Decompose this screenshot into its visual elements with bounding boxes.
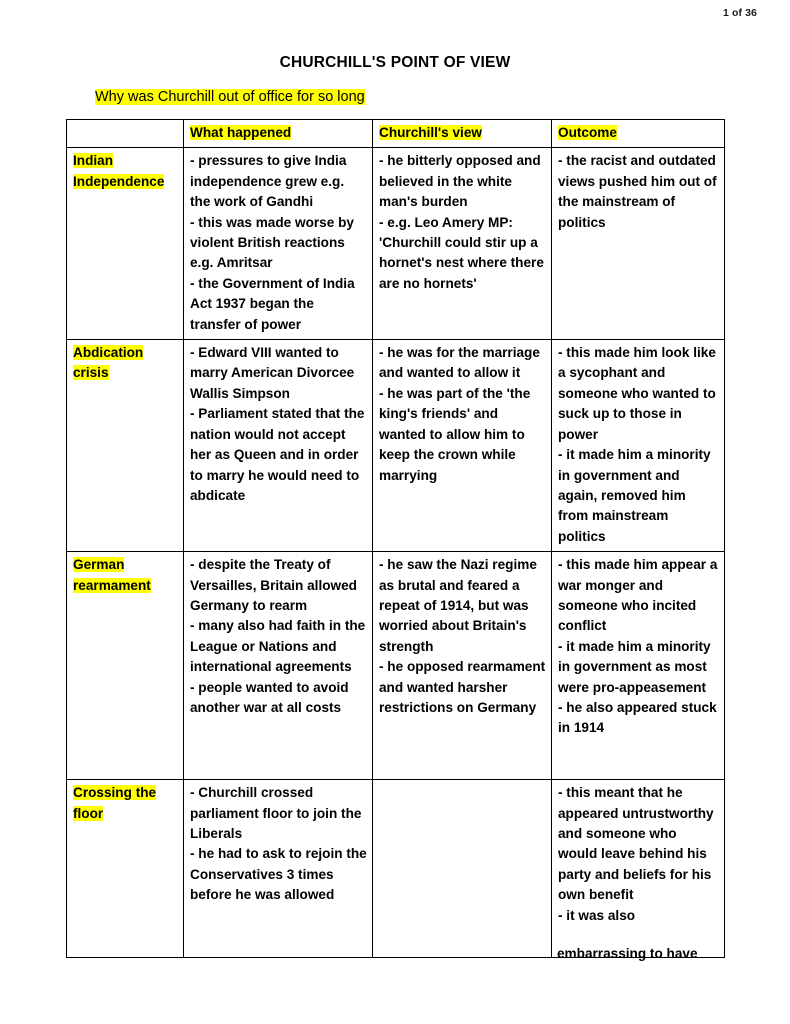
cell-churchills-view — [373, 148, 552, 340]
table-header-row — [67, 120, 725, 148]
cell-churchills-view — [373, 552, 552, 780]
cell-bullet: - this was made worse by violent British reactions e.g. Amritsar — [190, 214, 354, 271]
table-header-what-happened-label: What happened — [190, 125, 292, 140]
cell-what-happened — [184, 552, 373, 780]
row-label-cell — [67, 148, 184, 340]
cell-bullet: - this made him look like a sycophant and someone who wanted to suck up to those in power — [558, 345, 716, 442]
cell-outcome — [552, 780, 725, 958]
row-label-cell — [67, 340, 184, 552]
cell-bullet: - this made him appear a war monger and someone who incited conflict — [558, 557, 718, 634]
table-header-topic — [67, 120, 184, 148]
cell-bullet: - he was for the marriage and wanted to allow it — [379, 345, 540, 381]
cell-bullet: - pressures to give India independence grew e.g. the work of Gandhi — [190, 153, 347, 210]
page-subtitle-text: Why was Churchill out of office for so long — [95, 89, 365, 105]
row-label-cell — [67, 780, 184, 958]
row-label-cell — [67, 552, 184, 780]
row-label: Crossing the floor — [73, 785, 157, 821]
cell-bullet: - he had to ask to rejoin the Conservatives 3 times before he was allowed — [190, 846, 367, 903]
table-header-churchills-view-label: Churchill's view — [379, 125, 482, 140]
cell-what-happened — [184, 780, 373, 958]
cell-churchills-view — [373, 780, 552, 958]
cell-bullet: - people wanted to avoid another war at all costs — [190, 679, 349, 715]
cell-bullet: - he saw the Nazi regime as brutal and feared a repeat of 1914, but was worried about Britain's strength — [379, 557, 537, 654]
cell-bullet: - he also appeared stuck in 1914 — [558, 699, 717, 736]
cell-bullet: - Parliament stated that the nation would not accept her as Queen and in order to marry he would need to abdicate — [190, 406, 365, 503]
cell-outcome — [552, 340, 725, 552]
page-number-indicator: 1 of 36 — [723, 7, 757, 19]
cell-bullet: - it was also — [558, 907, 636, 923]
cell-bullet: - Churchill crossed parliament floor to join the Liberals — [190, 785, 362, 841]
table-header-outcome-label: Outcome — [558, 125, 617, 140]
row-label: Abdication crisis — [73, 345, 144, 381]
cell-bullet: - he was part of the 'the king's friends' and wanted to allow him to keep the crown while marrying — [379, 385, 531, 483]
page-subtitle — [95, 88, 365, 107]
cell-bullet: - e.g. Leo Amery MP: 'Churchill could stir up a hornet's nest where there are no hornets' — [379, 214, 544, 291]
table-header-churchills-view — [373, 120, 552, 148]
row-label: Indian Independence — [73, 153, 165, 189]
table-header-outcome — [552, 120, 725, 148]
table-row — [67, 340, 725, 552]
page-title: CHURCHILL'S POINT OF VIEW — [279, 54, 511, 71]
cell-bullet: - this meant that he appeared untrustworthy and someone who would leave behind his party and beliefs for his own benefit — [558, 785, 714, 903]
cell-outcome — [552, 552, 725, 780]
cell-bullet: - he opposed rearmament and wanted harsher restrictions on Germany — [379, 659, 546, 715]
cell-bullet: - many also had faith in the League or Nations and international agreements — [190, 618, 366, 675]
table-header-what-happened — [184, 120, 373, 148]
cell-outcome-overflow-text: embarrassing to have — [557, 946, 698, 961]
row-label: German rearmament — [73, 557, 151, 593]
table-row — [67, 552, 725, 780]
table-row — [67, 148, 725, 340]
cell-bullet: - it made him a minority in government and again, removed him from mainstream politics — [558, 447, 711, 544]
cell-what-happened — [184, 340, 373, 552]
comparison-table-wrapper — [66, 119, 724, 958]
table-row — [67, 780, 725, 958]
cell-bullet: - it made him a minority in government as most were pro-appeasement — [558, 638, 711, 695]
cell-outcome: - the racist and outdated views pushed him out of the mainstream of politics — [552, 148, 725, 340]
cell-bullet: - despite the Treaty of Versailles, Britain allowed Germany to rearm — [190, 557, 357, 613]
cell-bullet: - the Government of India Act 1937 began the transfer of power — [190, 275, 355, 332]
cell-bullet: - he bitterly opposed and believed in the white man's burden — [379, 153, 541, 210]
cell-churchills-view — [373, 340, 552, 552]
cell-bullet: - Edward VIII wanted to marry American Divorcee Wallis Simpson — [190, 345, 355, 401]
comparison-table — [66, 119, 725, 958]
cell-what-happened — [184, 148, 373, 340]
